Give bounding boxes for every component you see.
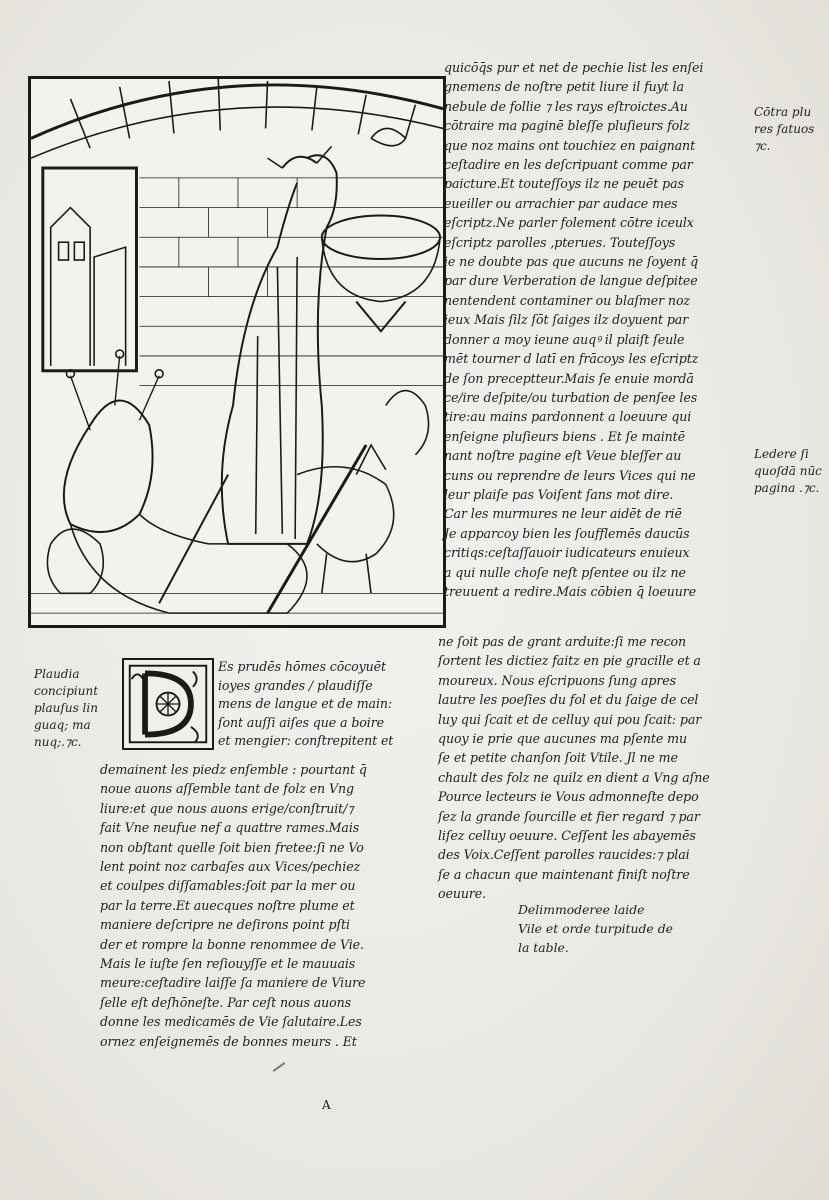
text-line: eueiller ou arrachier par audace mes [444, 195, 678, 211]
text-line: ornez enſeignemēs de bonnes meurs . Et [100, 1033, 357, 1049]
text-line: enſeigne pluſieurs biens . Et ſe maintē [444, 428, 685, 444]
text-line: ſe et petite chanſon ſoit Vtile. Jl ne me [438, 750, 678, 766]
margin-note-ledere [754, 446, 829, 497]
text-line: et coulpes diſſamables:ſoit par la mer ou [100, 878, 356, 894]
text-line: maniere deſcripre ne deſirons point pſti [100, 917, 350, 933]
fools-woodcut-image [31, 79, 443, 625]
text-line: ceſtadire en les deſcripuant comme par [444, 157, 693, 173]
margin-line: plauſus lin [34, 701, 98, 715]
margin-line: Plaudia [34, 667, 80, 681]
text-line: et mengier: conſtrepitent et [218, 733, 394, 748]
rubric-line: Delimmoderee laide [518, 902, 645, 917]
text-line: critiqs:ceſtaſſauoir iudicateurs enuieux [444, 545, 690, 561]
text-line: cuns ou reprendre de leurs Vices qui ne [444, 467, 696, 483]
margin-line: Cōtra plu [754, 105, 812, 119]
text-line: eſcriptz parolles ,pterues. Touteſſoys [444, 234, 676, 250]
text-line: ſez la grande ſourcille et fier regard ⁊ par [438, 808, 700, 824]
text-line: quicōq̄s pur et net de pechie list les enſei [444, 60, 704, 75]
margin-note-contra-plures [754, 104, 829, 155]
text-line: ſelle eſt deſhōneſte. Par ceſt nous auons [100, 994, 352, 1010]
text-line: a qui nulle choſe neſt pſentee ou ilz ne [444, 564, 686, 580]
text-line: eſcriptz.Ne parler folement cōtre iceulx [444, 215, 694, 231]
initial-ornament-icon [124, 660, 212, 748]
text-line: donne les medicamēs de Vie ſalutaire.Les [100, 1014, 362, 1030]
text-line: Pource lecteurs ie Vous admonneſte depo [438, 789, 699, 805]
text-line: Es prudēs hōmes cōcoyuēt [218, 659, 386, 674]
text-line: lautre les poeſies du fol et du ſaige de cel [438, 692, 699, 708]
woodcut-illustration [28, 76, 446, 628]
text-line: ieux Mais ſilz ſōt ſaiges ilz doyuent par [444, 312, 689, 328]
text-line: fait Vne neufue nef a quattre rames.Mais [100, 820, 360, 836]
text-line: non obſtant quelle ſoit bien fretee:ſi ne Vo [100, 839, 364, 855]
text-line: ioyes grandes / plaudiſſe [218, 677, 373, 693]
text-line: nentendent contaminer ou blaſmer noz [444, 292, 690, 308]
text-line: lent point noz carbaſes aux Vices/pechiez [100, 859, 361, 875]
text-line: mēt tourner d latī en frācoys les eſcriptz [444, 351, 699, 367]
rubric-line: Vile et orde turpitude de [518, 921, 673, 936]
text-line: chault des folz ne quilz en dient a Vng aſne [438, 769, 710, 785]
text-line: que noz mains ont touchiez en paignant [444, 137, 696, 153]
text-line: treuuent a redire.Mais cōbien q̄ loeuure [444, 583, 697, 599]
text-line: quoy ie prie que aucunes ma pſente mu [438, 731, 687, 747]
text-line: ce/ire deſpite/ou turbation de penſee les [444, 389, 698, 405]
text-line: par la terre.Et auecques noſtre plume et [100, 897, 355, 913]
initial-paragraph-text [218, 658, 430, 751]
ink-mark [273, 1062, 286, 1072]
text-line: ie ne doubte pas que aucuns ne ſoyent q̄ [444, 254, 699, 270]
text-line: ſont auſſi aiſes que a boire [218, 714, 384, 730]
text-line: ſe a chacun que maintenant finiſt noſtre [438, 866, 690, 882]
text-line: noue auons aſſemble tant de folz en Vng [100, 781, 354, 797]
margin-line: ⁊c. [754, 139, 771, 153]
margin-line: Ledere ſi [754, 447, 809, 461]
text-line: des Voix.Ceſſent parolles raucides:⁊ plai [438, 847, 690, 863]
margin-note-plaudia [34, 666, 104, 751]
text-line: nant noſtre pagine eſt Veue bleſſer au [444, 448, 682, 464]
rubric-line: la table. [518, 940, 569, 955]
text-line: oeuure. [438, 886, 487, 902]
text-line: de ſon preceptteur.Mais ſe enuie mordā [444, 370, 694, 386]
chapter-rubric [518, 900, 688, 957]
text-line: mens de langue et de main: [218, 696, 393, 711]
margin-line: pagina .⁊c. [754, 481, 820, 495]
margin-line: res fatuos [754, 122, 815, 136]
text-line: liure:et que nous auons erige/conſtruit/⁊ [100, 800, 354, 816]
text-line: Je apparcoy bien les ſoufflemēs daucūs [444, 525, 690, 541]
text-line: leur plaiſe pas Voiſent ſans mot dire. [444, 486, 674, 502]
text-line: tire:au mains pardonnent a loeuure qui [444, 409, 692, 425]
text-line: donner a moy ieune auqꝰ il plaiſt ſeule [444, 331, 685, 347]
left-column-text [100, 760, 428, 1051]
text-line: Car les murmures ne leur aidēt de riē [444, 506, 682, 522]
text-line: ne ſoit pas de grant arduite:ſi me recon [438, 634, 687, 649]
margin-line: nuq;.⁊c. [34, 735, 82, 749]
text-line: liſez celluy oeuure. Ceſſent les abayemēs [438, 828, 696, 844]
lower-right-text [438, 632, 756, 904]
margin-line: guaq; ma [34, 718, 91, 732]
margin-line: quoſdā nūc [754, 464, 822, 478]
text-line: nebule de follie ⁊ les rays eſtroictes.Au [444, 98, 688, 114]
margin-line: concipiunt [34, 684, 99, 698]
text-line: paicture.Et touteſſoys ilz ne peuēt pas [444, 176, 684, 192]
signature-mark: A [322, 1098, 331, 1112]
text-line: der et rompre la bonne renommee de Vie. [100, 936, 364, 952]
text-line: Mais le iuſte ſen reſiouyſſe et le mauuais [100, 956, 356, 972]
text-line: gnemens de noſtre petit liure il fuyt la [444, 79, 684, 95]
text-line: moureux. Nous eſcripuons ſung apres [438, 672, 677, 688]
text-line: meure:ceſtadire laiſſe ſa maniere de Viure [100, 975, 366, 991]
decorated-initial-letter [122, 658, 214, 750]
text-line: luy qui ſcait et de celluy qui pou ſcait: par [438, 711, 702, 727]
text-line: ſortent les dictiez faitz en pie gracille et a [438, 653, 701, 669]
right-column-text [444, 58, 756, 601]
text-line: cōtraire ma paginē bleſſe pluſieurs folz [444, 118, 690, 134]
text-line: par dure Verberation de langue deſpitee [444, 273, 698, 289]
text-line: demainent les piedz enſemble : pourtant q̄ [100, 762, 367, 777]
